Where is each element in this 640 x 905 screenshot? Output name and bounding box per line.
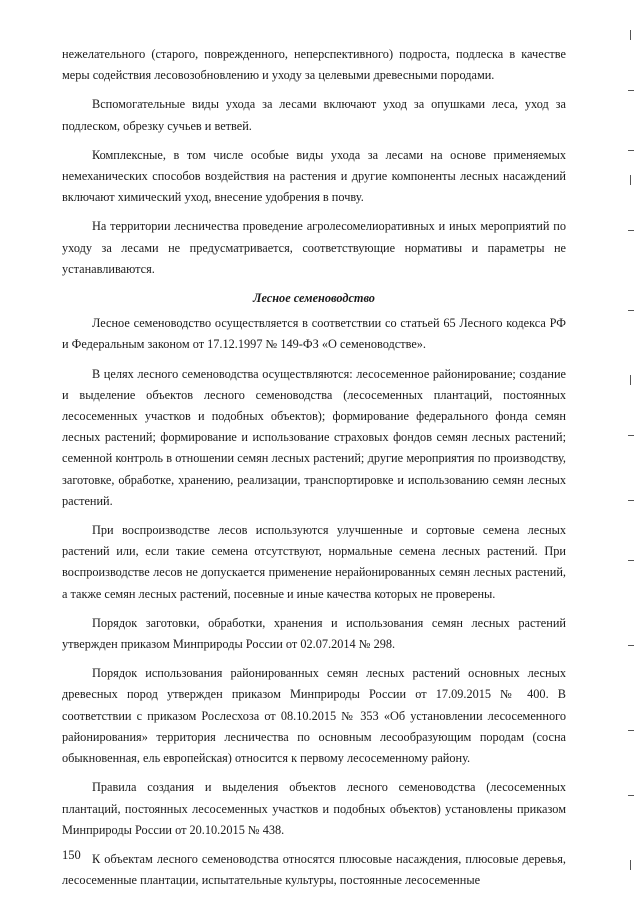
paragraph: К объектам лесного семеноводства относятся плюсовые насаждения, плюсовые деревья, лесосеменные плантации, испытательные культуры, постоянные лесосеменные xyxy=(62,851,566,888)
page-number: 150 xyxy=(62,848,81,862)
paragraph: На территории лесничества проведение агролесомелиоративных и иных мероприятий по уходу за лесами не предусматривается, соответствующие нормативы и параметры не устанавливаются. xyxy=(62,219,566,276)
paragraph: Лесное семеноводство осуществляется в соответствии со статьей 65 Лесного кодекса РФ и Федеральным законом от 17.12.1997 № 149-ФЗ «О семеноводстве». xyxy=(62,316,566,352)
paragraph: Комплексные, в том числе особые виды ухода за лесами на основе применяемых немеханических способов воздействия на растения и другие компоненты лесных насаждений включают химический уход, внесение удобрения в почву. xyxy=(62,147,566,205)
section-heading: Лесное семеноводство xyxy=(253,291,375,306)
paragraph: Порядок заготовки, обработки, хранения и использования семян лесных растений утвержден приказом Минприроды России от 02.07.2014 № 298. xyxy=(62,615,566,652)
paragraph: нежелательного (старого, поврежденного, неперспективного) подроста, подлеска в качестве меры содействия лесовозобновлению и уходу за целевыми древесными породами. xyxy=(62,47,566,83)
paragraph: При воспроизводстве лесов используются улучшенные и сортовые семена лесных растений или, если такие семена отсутствуют, нормальные семена лесных растений. При воспроизводстве лесов не допускается применение нерайонированных семян лесных растений, а также семян лесных растений, посевные и иные качества которых не проверены. xyxy=(62,523,566,601)
scan-margin-marks xyxy=(622,0,634,905)
paragraph: Вспомогательные виды ухода за лесами включают уход за опушками леса, уход за подлеском, обрезку сучьев и ветвей. xyxy=(62,97,566,133)
paragraph: Порядок использования районированных семян лесных растений основных лесных древесных пород утвержден приказом Минприроды России от 17.09.2015 № 400. В соответствии с приказом Рослесхоза от 08.10.2015 № 353 «Об установлении лесосеменного районирования» территория лесничества по основным лесообразующим породам (сосна обыкновенная, ель европейская) относится к первому лесосеменному району. xyxy=(62,666,566,766)
paragraph: Правила создания и выделения объектов лесного семеноводства (лесосеменных плантаций, постоянных лесосеменных участков и подобных объектов) установлены приказом Минприроды России от 20.10.2015 № 438. xyxy=(62,780,566,837)
body-text xyxy=(62,44,566,899)
paragraph: В целях лесного семеноводства осуществляются: лесосеменное районирование; создание и выделение объектов лесного семеноводства (лесосеменных плантаций, постоянных лесосеменных участков и подобных объектов); формирование федерального фонда семян лесных растений; формирование и использование страховых фондов семян лесных растений; семенной контроль в отношении семян лесных растений; другие мероприятия по производству, заготовке, обработке, хранению, реализации, транспортировке и использованию семян лесных растений. xyxy=(62,366,566,508)
